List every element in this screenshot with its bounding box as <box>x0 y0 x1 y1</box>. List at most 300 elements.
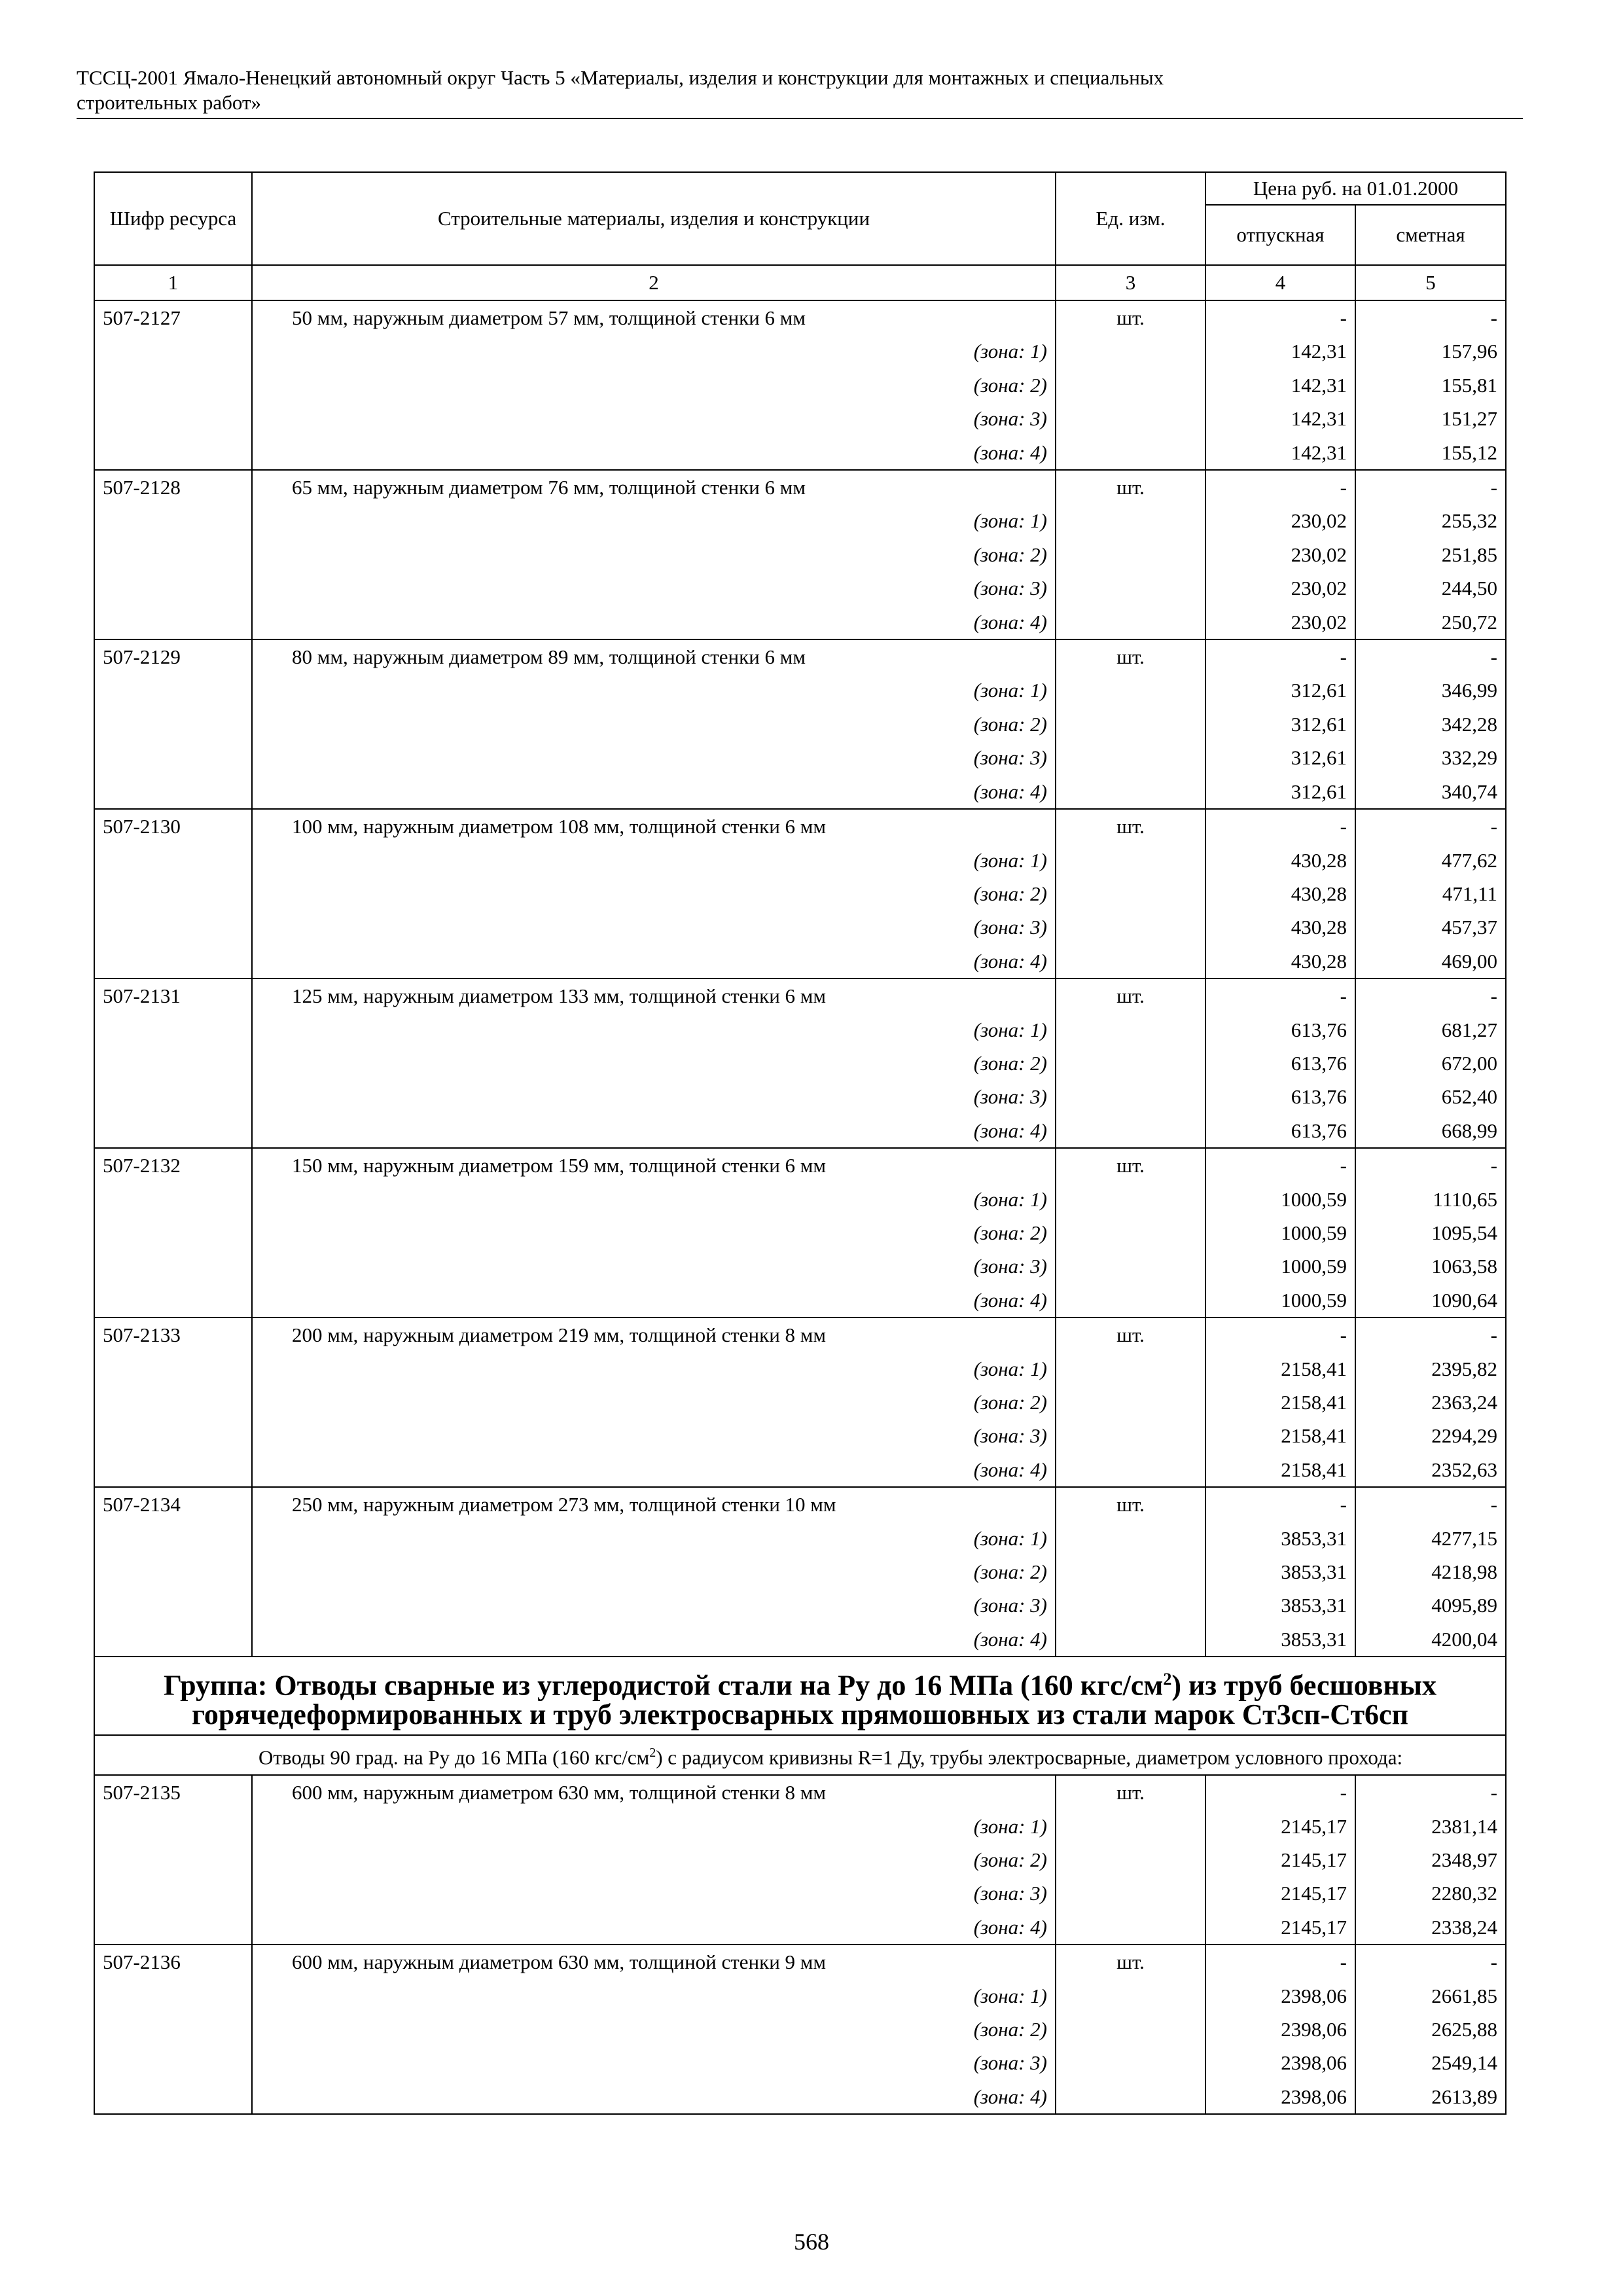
zone-release-price: 430,28 <box>1205 944 1355 978</box>
subgroup-heading-text-2: ) с радиусом кривизны R=1 Ду, трубы электросварные, диаметром условного прохода: <box>656 1746 1403 1769</box>
estimate-price: - <box>1355 1487 1506 1521</box>
zone-label: (зона: 2) <box>252 1047 1056 1080</box>
resource-code-empty <box>94 538 252 571</box>
table-row <box>94 1945 1506 1979</box>
zone-release-price: 142,31 <box>1205 402 1355 435</box>
zone-row <box>94 1555 1506 1588</box>
group-heading-superscript: 2 <box>1163 1670 1172 1689</box>
zone-estimate-price: 157,96 <box>1355 334 1506 368</box>
unit-cell-empty <box>1056 1843 1205 1876</box>
resource-code-empty <box>94 1623 252 1657</box>
resource-code-empty <box>94 2080 252 2114</box>
zone-row <box>94 1249 1506 1283</box>
zone-label: (зона: 2) <box>252 1843 1056 1876</box>
group-section <box>94 1657 1506 1775</box>
resource-code-empty <box>94 1386 252 1419</box>
zone-release-price: 1000,59 <box>1205 1216 1355 1249</box>
zone-label: (зона: 1) <box>252 1183 1056 1216</box>
unit-cell: шт. <box>1056 1318 1205 1352</box>
header-unit: Ед. изм. <box>1056 172 1205 265</box>
zone-release-price: 312,61 <box>1205 673 1355 707</box>
resource-code: 507-2136 <box>94 1945 252 1979</box>
unit-cell-empty <box>1056 673 1205 707</box>
resource-code-empty <box>94 1588 252 1622</box>
release-price: - <box>1205 1945 1355 1979</box>
unit-cell-empty <box>1056 775 1205 809</box>
unit-cell-empty <box>1056 1114 1205 1148</box>
resource-code-empty <box>94 1183 252 1216</box>
unit-cell-empty <box>1056 1910 1205 1945</box>
unit-cell-empty <box>1056 877 1205 910</box>
table-row <box>94 1775 1506 1809</box>
zone-estimate-price: 668,99 <box>1355 1114 1506 1148</box>
zone-label: (зона: 2) <box>252 2013 1056 2046</box>
zone-estimate-price: 346,99 <box>1355 673 1506 707</box>
zone-label: (зона: 4) <box>252 605 1056 639</box>
unit-cell-empty <box>1056 1588 1205 1622</box>
zone-label: (зона: 2) <box>252 708 1056 741</box>
zone-release-price: 2398,06 <box>1205 2046 1355 2079</box>
zone-label: (зона: 3) <box>252 2046 1056 2079</box>
zone-row <box>94 402 1506 435</box>
group-heading-row <box>94 1657 1506 1735</box>
unit-cell-empty <box>1056 1386 1205 1419</box>
price-table-header <box>94 172 1506 300</box>
zone-row <box>94 1588 1506 1622</box>
zone-label: (зона: 4) <box>252 2080 1056 2114</box>
estimate-price: - <box>1355 1775 1506 1809</box>
header-code: Шифр ресурса <box>94 172 252 265</box>
release-price: - <box>1205 809 1355 843</box>
zone-label: (зона: 3) <box>252 741 1056 774</box>
resource-code-empty <box>94 504 252 537</box>
resource-code-empty <box>94 436 252 470</box>
unit-cell-empty <box>1056 1283 1205 1318</box>
zone-release-price: 2145,17 <box>1205 1910 1355 1945</box>
header-name: Строительные материалы, изделия и конструкции <box>252 172 1056 265</box>
unit-cell-empty <box>1056 504 1205 537</box>
zone-release-price: 1000,59 <box>1205 1183 1355 1216</box>
zone-row <box>94 910 1506 944</box>
zone-estimate-price: 255,32 <box>1355 504 1506 537</box>
group-heading <box>94 1657 1506 1735</box>
resource-code: 507-2135 <box>94 1775 252 1809</box>
zone-row <box>94 844 1506 877</box>
unit-cell-empty <box>1056 1249 1205 1283</box>
zone-estimate-price: 2294,29 <box>1355 1419 1506 1452</box>
zone-row <box>94 708 1506 741</box>
unit-cell-empty <box>1056 334 1205 368</box>
zone-row <box>94 1114 1506 1148</box>
resource-code: 507-2127 <box>94 300 252 334</box>
resource-code-empty <box>94 1843 252 1876</box>
zone-estimate-price: 2613,89 <box>1355 2080 1506 2114</box>
zone-release-price: 2158,41 <box>1205 1453 1355 1487</box>
unit-cell-empty <box>1056 1216 1205 1249</box>
zone-estimate-price: 471,11 <box>1355 877 1506 910</box>
resource-code-empty <box>94 741 252 774</box>
unit-cell-empty <box>1056 436 1205 470</box>
zone-label: (зона: 2) <box>252 1555 1056 1588</box>
zone-label: (зона: 2) <box>252 368 1056 402</box>
zone-release-price: 430,28 <box>1205 877 1355 910</box>
column-number-5: 5 <box>1355 265 1506 300</box>
release-price: - <box>1205 639 1355 673</box>
zone-row <box>94 1843 1506 1876</box>
column-number-3: 3 <box>1056 265 1205 300</box>
zone-release-price: 430,28 <box>1205 910 1355 944</box>
zone-row <box>94 2080 1506 2114</box>
zone-estimate-price: 155,81 <box>1355 368 1506 402</box>
release-price: - <box>1205 1775 1355 1809</box>
zone-release-price: 142,31 <box>1205 368 1355 402</box>
item-description: 50 мм, наружным диаметром 57 мм, толщиной стенки 6 мм <box>252 300 1056 334</box>
unit-cell-empty <box>1056 1979 1205 2013</box>
zone-release-price: 3853,31 <box>1205 1522 1355 1555</box>
page-header-line-1: ТССЦ-2001 Ямало-Ненецкий автономный округ Часть 5 «Материалы, изделия и конструкции для монтажных и специальных <box>77 66 1164 89</box>
resource-code-empty <box>94 368 252 402</box>
zone-release-price: 2145,17 <box>1205 1810 1355 1843</box>
header-price-group: Цена руб. на 01.01.2000 <box>1205 172 1506 205</box>
zone-release-price: 613,76 <box>1205 1047 1355 1080</box>
zone-label: (зона: 1) <box>252 1013 1056 1047</box>
resource-code-empty <box>94 708 252 741</box>
table-row <box>94 1318 1506 1352</box>
resource-code: 507-2133 <box>94 1318 252 1352</box>
table-row <box>94 978 1506 1013</box>
unit-cell-empty <box>1056 1623 1205 1657</box>
zone-label: (зона: 3) <box>252 571 1056 605</box>
resource-code: 507-2128 <box>94 470 252 504</box>
resource-code-empty <box>94 844 252 877</box>
resource-code-empty <box>94 910 252 944</box>
unit-cell-empty <box>1056 2080 1205 2114</box>
item-description: 250 мм, наружным диаметром 273 мм, толщиной стенки 10 мм <box>252 1487 1056 1521</box>
zone-estimate-price: 2363,24 <box>1355 1386 1506 1419</box>
zone-row <box>94 1453 1506 1487</box>
zone-row <box>94 1183 1506 1216</box>
unit-cell-empty <box>1056 910 1205 944</box>
header-estimate-price: сметная <box>1355 205 1506 265</box>
estimate-price: - <box>1355 1945 1506 1979</box>
estimate-price: - <box>1355 809 1506 843</box>
zone-release-price: 2398,06 <box>1205 2013 1355 2046</box>
unit-cell: шт. <box>1056 470 1205 504</box>
zone-label: (зона: 4) <box>252 1283 1056 1318</box>
release-price: - <box>1205 1148 1355 1182</box>
unit-cell-empty <box>1056 1876 1205 1910</box>
resource-code-empty <box>94 1453 252 1487</box>
table-row <box>94 470 1506 504</box>
zone-label: (зона: 1) <box>252 673 1056 707</box>
zone-label: (зона: 2) <box>252 1216 1056 1249</box>
resource-code: 507-2129 <box>94 639 252 673</box>
zone-row <box>94 1080 1506 1113</box>
zone-estimate-price: 477,62 <box>1355 844 1506 877</box>
unit-cell-empty <box>1056 1183 1205 1216</box>
zone-label: (зона: 2) <box>252 538 1056 571</box>
resource-code-empty <box>94 2046 252 2079</box>
zone-row <box>94 741 1506 774</box>
zone-release-price: 2398,06 <box>1205 2080 1355 2114</box>
subgroup-heading-row <box>94 1735 1506 1775</box>
table-row <box>94 1148 1506 1182</box>
zone-estimate-price: 4200,04 <box>1355 1623 1506 1657</box>
page-header <box>77 65 1523 119</box>
zone-estimate-price: 2395,82 <box>1355 1352 1506 1386</box>
group-heading-text-2: ) из труб бесшовных горячедеформированных и труб электросварных прямошовных из стали марок Ст3сп-Ст6сп <box>192 1669 1437 1731</box>
zone-label: (зона: 1) <box>252 1522 1056 1555</box>
zone-row <box>94 1876 1506 1910</box>
zone-release-price: 312,61 <box>1205 708 1355 741</box>
zone-estimate-price: 151,27 <box>1355 402 1506 435</box>
unit-cell-empty <box>1056 1555 1205 1588</box>
zone-row <box>94 368 1506 402</box>
zone-row <box>94 436 1506 470</box>
zone-release-price: 1000,59 <box>1205 1249 1355 1283</box>
estimate-price: - <box>1355 1318 1506 1352</box>
price-table <box>94 171 1507 2115</box>
unit-cell-empty <box>1056 708 1205 741</box>
item-description: 150 мм, наружным диаметром 159 мм, толщиной стенки 6 мм <box>252 1148 1056 1182</box>
unit-cell-empty <box>1056 1013 1205 1047</box>
zone-label: (зона: 4) <box>252 436 1056 470</box>
unit-cell: шт. <box>1056 809 1205 843</box>
resource-code-empty <box>94 1910 252 1945</box>
zone-estimate-price: 342,28 <box>1355 708 1506 741</box>
estimate-price: - <box>1355 639 1506 673</box>
zone-row <box>94 1810 1506 1843</box>
zone-estimate-price: 652,40 <box>1355 1080 1506 1113</box>
zone-row <box>94 1047 1506 1080</box>
zone-release-price: 3853,31 <box>1205 1555 1355 1588</box>
resource-code-empty <box>94 1555 252 1588</box>
table-row <box>94 1487 1506 1521</box>
resource-code-empty <box>94 1114 252 1148</box>
zone-release-price: 230,02 <box>1205 504 1355 537</box>
zone-label: (зона: 4) <box>252 944 1056 978</box>
resource-code-empty <box>94 571 252 605</box>
zone-release-price: 230,02 <box>1205 571 1355 605</box>
unit-cell-empty <box>1056 2046 1205 2079</box>
zone-label: (зона: 2) <box>252 877 1056 910</box>
zone-release-price: 3853,31 <box>1205 1588 1355 1622</box>
zone-estimate-price: 2625,88 <box>1355 2013 1506 2046</box>
resource-code-empty <box>94 1283 252 1318</box>
item-description: 80 мм, наружным диаметром 89 мм, толщиной стенки 6 мм <box>252 639 1056 673</box>
zone-label: (зона: 3) <box>252 402 1056 435</box>
zone-row <box>94 571 1506 605</box>
resource-code-empty <box>94 1352 252 1386</box>
zone-estimate-price: 4218,98 <box>1355 1555 1506 1588</box>
zone-row <box>94 605 1506 639</box>
group-heading-text-1: Группа: Отводы сварные из углеродистой стали на Ру до 16 МПа (160 кгс/см <box>163 1669 1164 1702</box>
zone-label: (зона: 1) <box>252 504 1056 537</box>
release-price: - <box>1205 1487 1355 1521</box>
zone-release-price: 312,61 <box>1205 741 1355 774</box>
unit-cell: шт. <box>1056 1148 1205 1182</box>
zone-estimate-price: 244,50 <box>1355 571 1506 605</box>
table-row <box>94 300 1506 334</box>
zone-release-price: 2158,41 <box>1205 1352 1355 1386</box>
zone-label: (зона: 3) <box>252 1876 1056 1910</box>
item-description: 100 мм, наружным диаметром 108 мм, толщиной стенки 6 мм <box>252 809 1056 843</box>
resource-code: 507-2134 <box>94 1487 252 1521</box>
item-description: 65 мм, наружным диаметром 76 мм, толщиной стенки 6 мм <box>252 470 1056 504</box>
unit-cell: шт. <box>1056 639 1205 673</box>
unit-cell: шт. <box>1056 1775 1205 1809</box>
unit-cell-empty <box>1056 1352 1205 1386</box>
unit-cell-empty <box>1056 844 1205 877</box>
zone-row <box>94 944 1506 978</box>
zone-label: (зона: 3) <box>252 1588 1056 1622</box>
resource-code-empty <box>94 334 252 368</box>
resource-code-empty <box>94 1810 252 1843</box>
unit-cell-empty <box>1056 741 1205 774</box>
zone-label: (зона: 3) <box>252 1080 1056 1113</box>
item-description: 200 мм, наружным диаметром 219 мм, толщиной стенки 8 мм <box>252 1318 1056 1352</box>
zone-estimate-price: 4095,89 <box>1355 1588 1506 1622</box>
resource-code-empty <box>94 1047 252 1080</box>
zone-row <box>94 334 1506 368</box>
zone-estimate-price: 2348,97 <box>1355 1843 1506 1876</box>
unit-cell-empty <box>1056 2013 1205 2046</box>
zone-label: (зона: 1) <box>252 1810 1056 1843</box>
table-row <box>94 809 1506 843</box>
zone-label: (зона: 4) <box>252 775 1056 809</box>
unit-cell: шт. <box>1056 1487 1205 1521</box>
resource-code-empty <box>94 2013 252 2046</box>
zone-release-price: 613,76 <box>1205 1080 1355 1113</box>
zone-estimate-price: 1110,65 <box>1355 1183 1506 1216</box>
zone-row <box>94 877 1506 910</box>
zone-release-price: 230,02 <box>1205 538 1355 571</box>
unit-cell-empty <box>1056 944 1205 978</box>
header-release-price: отпускная <box>1205 205 1355 265</box>
zone-release-price: 613,76 <box>1205 1013 1355 1047</box>
zone-label: (зона: 3) <box>252 910 1056 944</box>
zone-row <box>94 775 1506 809</box>
resource-code-empty <box>94 1522 252 1555</box>
zone-estimate-price: 672,00 <box>1355 1047 1506 1080</box>
zone-row <box>94 1623 1506 1657</box>
zone-release-price: 2145,17 <box>1205 1876 1355 1910</box>
resource-code-empty <box>94 1249 252 1283</box>
zone-estimate-price: 1063,58 <box>1355 1249 1506 1283</box>
item-description: 600 мм, наружным диаметром 630 мм, толщиной стенки 8 мм <box>252 1775 1056 1809</box>
resource-code-empty <box>94 402 252 435</box>
zone-label: (зона: 1) <box>252 1979 1056 2013</box>
resource-code-empty <box>94 1080 252 1113</box>
zone-release-price: 2398,06 <box>1205 1979 1355 2013</box>
release-price: - <box>1205 300 1355 334</box>
zone-label: (зона: 4) <box>252 1623 1056 1657</box>
zone-estimate-price: 2280,32 <box>1355 1876 1506 1910</box>
unit-cell-empty <box>1056 1419 1205 1452</box>
zone-label: (зона: 4) <box>252 1453 1056 1487</box>
zone-label: (зона: 2) <box>252 1386 1056 1419</box>
page-number: 568 <box>794 2229 829 2255</box>
zone-estimate-price: 469,00 <box>1355 944 1506 978</box>
item-description: 125 мм, наружным диаметром 133 мм, толщиной стенки 6 мм <box>252 978 1056 1013</box>
resource-code-empty <box>94 1876 252 1910</box>
resource-code: 507-2131 <box>94 978 252 1013</box>
resource-code-empty <box>94 1013 252 1047</box>
zone-row <box>94 1386 1506 1419</box>
zone-row <box>94 1352 1506 1386</box>
zone-row <box>94 1013 1506 1047</box>
subgroup-heading <box>94 1735 1506 1775</box>
zone-row <box>94 1522 1506 1555</box>
unit-cell-empty <box>1056 538 1205 571</box>
zone-label: (зона: 4) <box>252 1910 1056 1945</box>
release-price: - <box>1205 470 1355 504</box>
unit-cell-empty <box>1056 571 1205 605</box>
release-price: - <box>1205 1318 1355 1352</box>
zone-estimate-price: 1095,54 <box>1355 1216 1506 1249</box>
resource-code-empty <box>94 1979 252 2013</box>
zone-estimate-price: 457,37 <box>1355 910 1506 944</box>
page-header-line-2: строительных работ» <box>77 91 262 114</box>
unit-cell-empty <box>1056 368 1205 402</box>
zone-estimate-price: 250,72 <box>1355 605 1506 639</box>
zone-label: (зона: 3) <box>252 1419 1056 1452</box>
unit-cell-empty <box>1056 1453 1205 1487</box>
zone-release-price: 3853,31 <box>1205 1623 1355 1657</box>
zone-release-price: 2145,17 <box>1205 1843 1355 1876</box>
column-number-4: 4 <box>1205 265 1355 300</box>
zone-release-price: 1000,59 <box>1205 1283 1355 1318</box>
zone-estimate-price: 2661,85 <box>1355 1979 1506 2013</box>
zone-label: (зона: 1) <box>252 334 1056 368</box>
unit-cell-empty <box>1056 605 1205 639</box>
resource-code-empty <box>94 1216 252 1249</box>
zone-estimate-price: 155,12 <box>1355 436 1506 470</box>
zone-estimate-price: 681,27 <box>1355 1013 1506 1047</box>
zone-row <box>94 1979 1506 2013</box>
unit-cell: шт. <box>1056 978 1205 1013</box>
item-description: 600 мм, наружным диаметром 630 мм, толщиной стенки 9 мм <box>252 1945 1056 1979</box>
unit-cell: шт. <box>1056 300 1205 334</box>
zone-label: (зона: 3) <box>252 1249 1056 1283</box>
resource-code: 507-2130 <box>94 809 252 843</box>
zone-row <box>94 673 1506 707</box>
zone-release-price: 613,76 <box>1205 1114 1355 1148</box>
zone-row <box>94 504 1506 537</box>
zone-estimate-price: 251,85 <box>1355 538 1506 571</box>
estimate-price: - <box>1355 1148 1506 1182</box>
resource-code-empty <box>94 673 252 707</box>
unit-cell-empty <box>1056 1080 1205 1113</box>
estimate-price: - <box>1355 470 1506 504</box>
unit-cell-empty <box>1056 1047 1205 1080</box>
zone-label: (зона: 4) <box>252 1114 1056 1148</box>
zone-row <box>94 1216 1506 1249</box>
price-table-body-part-1 <box>94 300 1506 1657</box>
zone-release-price: 142,31 <box>1205 334 1355 368</box>
resource-code-empty <box>94 605 252 639</box>
release-price: - <box>1205 978 1355 1013</box>
zone-estimate-price: 1090,64 <box>1355 1283 1506 1318</box>
zone-row <box>94 1419 1506 1452</box>
column-number-2: 2 <box>252 265 1056 300</box>
zone-label: (зона: 1) <box>252 844 1056 877</box>
price-table-body-part-2 <box>94 1775 1506 2114</box>
zone-estimate-price: 4277,15 <box>1355 1522 1506 1555</box>
resource-code: 507-2132 <box>94 1148 252 1182</box>
estimate-price: - <box>1355 300 1506 334</box>
zone-row <box>94 1910 1506 1945</box>
